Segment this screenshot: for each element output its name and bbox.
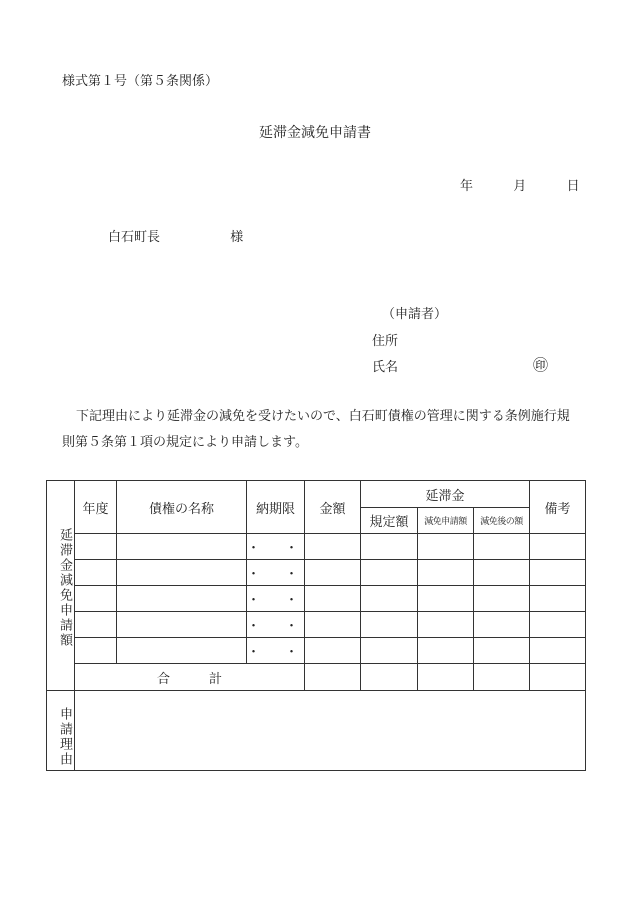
table-row: [47, 612, 586, 638]
body-text: 下記理由により延滞金の減免を受けたいので、白石町債権の管理に関する条例施行規則第５条第１項の規定により申請します。: [62, 409, 570, 450]
cell-prescribed[interactable]: [361, 560, 418, 586]
cell-amount[interactable]: [305, 534, 361, 560]
header-after-reduction: 減免後の額: [474, 508, 530, 534]
cell-reduction-request[interactable]: [418, 534, 474, 560]
cell-due-date[interactable]: ・ ・: [247, 586, 305, 612]
header-prescribed: 規定額: [361, 508, 418, 534]
cell-amount[interactable]: [305, 586, 361, 612]
cell-prescribed[interactable]: [361, 534, 418, 560]
cell-after-reduction[interactable]: [474, 612, 530, 638]
cell-claim-name[interactable]: [117, 586, 247, 612]
reduction-table: [46, 480, 586, 771]
cell-reduction-request[interactable]: [418, 586, 474, 612]
cell-amount[interactable]: [305, 560, 361, 586]
addressee-honorific: 様: [230, 230, 244, 245]
cell-amount[interactable]: [305, 638, 361, 664]
reason-row: [47, 691, 586, 771]
cell-reduction-request[interactable]: [418, 638, 474, 664]
table-row: [47, 534, 586, 560]
cell-reduction-request[interactable]: [418, 612, 474, 638]
header-year: 年度: [75, 481, 117, 534]
date-line: [460, 175, 580, 194]
address-label: 住所: [372, 334, 399, 349]
table-row: [47, 560, 586, 586]
cell-reduction-request[interactable]: [418, 560, 474, 586]
cell-after-reduction[interactable]: [474, 586, 530, 612]
cell-remarks[interactable]: [530, 612, 586, 638]
total-amount[interactable]: [305, 664, 361, 691]
header-due-date: 納期限: [247, 481, 305, 534]
cell-year[interactable]: [75, 560, 117, 586]
header-late-fee: 延滞金: [361, 481, 530, 508]
cell-after-reduction[interactable]: [474, 560, 530, 586]
addressee: [108, 226, 243, 245]
cell-claim-name[interactable]: [117, 638, 247, 664]
total-remarks[interactable]: [530, 664, 586, 691]
header-reduction-request: 減免申請額: [418, 508, 474, 534]
cell-prescribed[interactable]: [361, 612, 418, 638]
cell-year[interactable]: [75, 612, 117, 638]
total-label: 合 計: [75, 664, 305, 691]
name-label: 氏名: [372, 360, 399, 375]
header-claim-name: 債権の名称: [117, 481, 247, 534]
side-label: 延滞金減免申請額: [47, 481, 75, 691]
cell-claim-name[interactable]: [117, 612, 247, 638]
table-row: [47, 586, 586, 612]
addressee-office: 白石町長: [108, 230, 161, 245]
date-day: 日: [566, 179, 580, 194]
cell-after-reduction[interactable]: [474, 534, 530, 560]
cell-due-date[interactable]: ・ ・: [247, 638, 305, 664]
cell-due-date[interactable]: ・ ・: [247, 560, 305, 586]
table-row: [47, 638, 586, 664]
seal-mark: ㊞: [533, 356, 549, 374]
total-reduction-request[interactable]: [418, 664, 474, 691]
cell-amount[interactable]: [305, 612, 361, 638]
cell-remarks[interactable]: [530, 638, 586, 664]
total-after-reduction[interactable]: [474, 664, 530, 691]
date-year: 年: [460, 179, 474, 194]
cell-after-reduction[interactable]: [474, 638, 530, 664]
cell-prescribed[interactable]: [361, 586, 418, 612]
header-remarks: 備考: [530, 481, 586, 534]
total-prescribed[interactable]: [361, 664, 418, 691]
cell-claim-name[interactable]: [117, 560, 247, 586]
applicant-heading: （申請者）: [382, 307, 448, 322]
cell-remarks[interactable]: [530, 560, 586, 586]
cell-year[interactable]: [75, 586, 117, 612]
cell-claim-name[interactable]: [117, 534, 247, 560]
reason-label: 申請理由: [47, 691, 75, 771]
reason-field[interactable]: [75, 691, 586, 771]
cell-prescribed[interactable]: [361, 638, 418, 664]
total-row: [47, 664, 586, 691]
cell-due-date[interactable]: ・ ・: [247, 534, 305, 560]
document-title: 延滞金減免申請書: [259, 125, 371, 141]
date-month: 月: [513, 179, 527, 194]
cell-remarks[interactable]: [530, 586, 586, 612]
cell-due-date[interactable]: ・ ・: [247, 612, 305, 638]
cell-remarks[interactable]: [530, 534, 586, 560]
cell-year[interactable]: [75, 534, 117, 560]
form-number: 様式第１号（第５条関係）: [62, 74, 219, 89]
header-amount: 金額: [305, 481, 361, 534]
cell-year[interactable]: [75, 638, 117, 664]
